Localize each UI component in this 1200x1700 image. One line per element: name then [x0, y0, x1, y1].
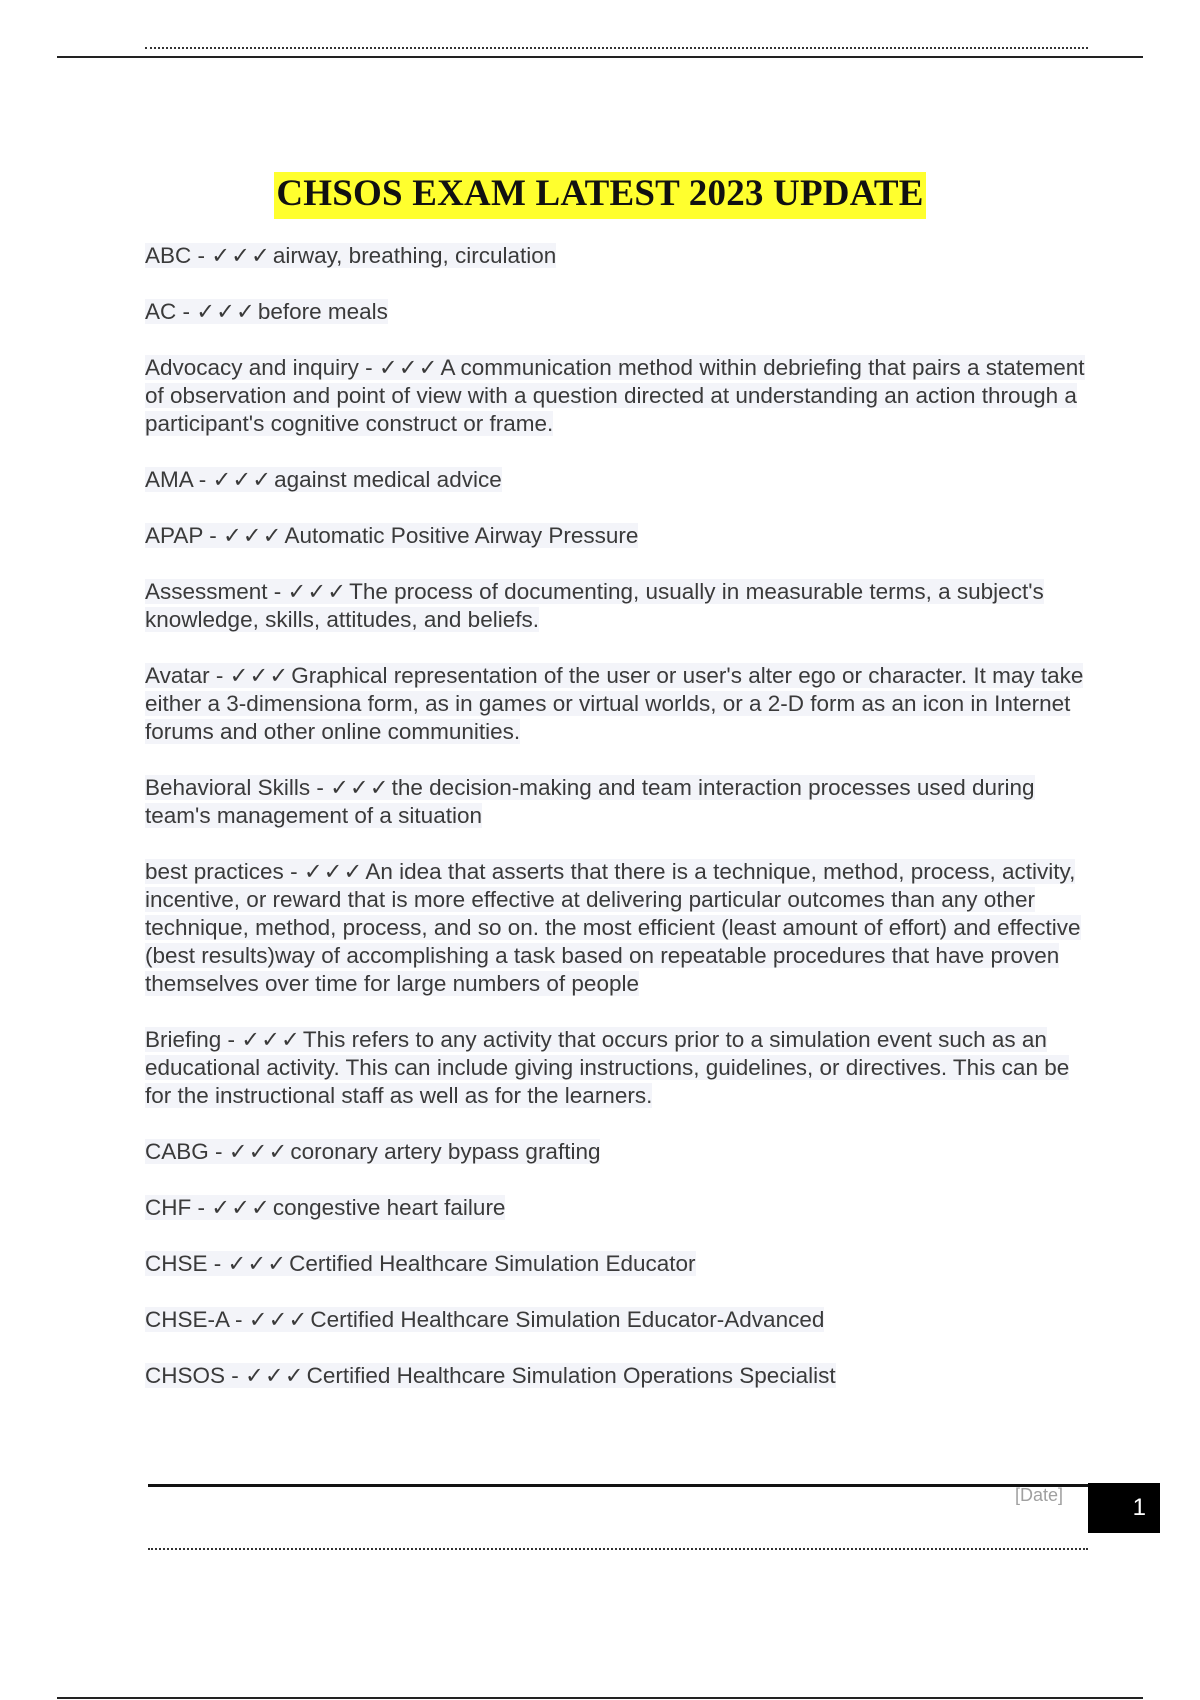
glossary-entry-text: AMA - ✓✓✓against medical advice	[145, 467, 502, 492]
glossary-term: Behavioral Skills	[145, 775, 311, 800]
glossary-term: CHF	[145, 1195, 192, 1220]
glossary-entry	[145, 242, 1100, 270]
glossary-entry	[145, 1026, 1100, 1110]
glossary-term: CABG	[145, 1139, 209, 1164]
glossary-entry	[145, 1250, 1100, 1278]
glossary-entry	[145, 774, 1100, 830]
glossary-definition: An idea that asserts that there is a technique, method, process, activity, incentive, or reward that is more effective at delivering particular outcomes than any other technique, method, process, and so on. the most efficient (least amount of effort) and effective (best results)way of accomplishing a task based on repeatable procedures that have proven themselves over time for large numbers of people	[145, 859, 1081, 996]
page-number: 1	[1132, 1494, 1146, 1521]
glossary-definition: Automatic Positive Airway Pressure	[284, 523, 639, 548]
checkmark-icon: ✓✓✓	[241, 1027, 301, 1052]
footer-dotted-line	[148, 1548, 1088, 1550]
glossary-entry	[145, 1194, 1100, 1222]
glossary-entry	[145, 578, 1100, 634]
document-title: CHSOS EXAM LATEST 2023 UPDATE	[274, 172, 925, 219]
header-rule	[57, 56, 1143, 58]
checkmark-icon: ✓✓✓	[211, 243, 271, 268]
glossary-entry-text: CHSOS - ✓✓✓Certified Healthcare Simulation Operations Specialist	[145, 1363, 836, 1388]
glossary-term: APAP	[145, 523, 203, 548]
checkmark-icon: ✓✓✓	[227, 1251, 288, 1276]
glossary-entry	[145, 662, 1100, 746]
glossary-entry	[145, 522, 1100, 550]
glossary-definition: the decision-making and team interaction processes used during team's management of a situation	[145, 775, 1035, 828]
checkmark-icon: ✓✓✓	[303, 859, 364, 884]
glossary-definition: The process of documenting, usually in measurable terms, a subject's knowledge, skills, attitudes, and beliefs.	[145, 579, 1044, 632]
glossary-definition: Graphical representation of the user or user's alter ego or character. It may take either a 3-dimensiona form, as in games or virtual worlds, or a 2-D form as an icon in Internet forums and other online communities.	[145, 663, 1084, 744]
glossary-term: ABC	[145, 243, 192, 268]
checkmark-icon: ✓✓✓	[222, 523, 283, 548]
glossary-definition: This refers to any activity that occurs prior to a simulation event such as an educational activity. This can include giving instructions, guidelines, or directives. This can be for the instructional staff as well as for the learners.	[145, 1027, 1070, 1108]
glossary-entry-text: Briefing - ✓✓✓This refers to any activity that occurs prior to a simulation event such as an educational activity. This can include giving instructions, guidelines, or directives. This can be for the instructional staff as well as for the learners.	[145, 1027, 1070, 1108]
glossary-term: CHSE	[145, 1251, 208, 1276]
glossary-definition: congestive heart failure	[272, 1195, 506, 1220]
glossary-entry	[145, 354, 1100, 438]
glossary-definition: against medical advice	[274, 467, 502, 492]
page-number-box	[1088, 1483, 1160, 1533]
footer-date: [Date]	[1015, 1485, 1064, 1505]
glossary-term: Briefing	[145, 1027, 222, 1052]
checkmark-icon: ✓✓✓	[211, 1195, 271, 1220]
glossary-entry-text: APAP - ✓✓✓Automatic Positive Airway Pressure	[145, 523, 639, 548]
checkmark-icon: ✓✓✓	[228, 1139, 289, 1164]
glossary-term: CHSE-A	[145, 1307, 229, 1332]
glossary-entry-text: AC - ✓✓✓before meals	[145, 299, 388, 324]
glossary-definition: before meals	[257, 299, 388, 324]
checkmark-icon: ✓✓✓	[287, 579, 348, 604]
glossary-definition: A communication method within debriefing that pairs a statement of observation and point of view with a question directed at understanding an action through a participant's cognitive construct or frame.	[145, 355, 1085, 436]
glossary-entry-text: best practices - ✓✓✓An idea that asserts that there is a technique, method, process, activity, incentive, or reward that is more effective at delivering particular outcomes than any other technique, method, process, and so on. the most efficient (least amount of effort) and effective (best results)way of accomplishing a task based on repeatable procedures that have proven themselves over time for large numbers of people	[145, 859, 1081, 996]
glossary-entry-text: CHF - ✓✓✓congestive heart failure	[145, 1195, 506, 1220]
glossary-entry-text: CHSE-A - ✓✓✓Certified Healthcare Simulation Educator-Advanced	[145, 1307, 825, 1332]
glossary-entry	[145, 298, 1100, 326]
title-container	[0, 172, 1200, 219]
glossary-entry-text: Behavioral Skills - ✓✓✓the decision-making and team interaction processes used during team's management of a situation	[145, 775, 1035, 828]
checkmark-icon: ✓✓✓	[330, 775, 390, 800]
glossary-entry	[145, 466, 1100, 494]
glossary-entry	[145, 1138, 1100, 1166]
glossary-entry	[145, 1306, 1100, 1334]
glossary-term: Avatar	[145, 663, 210, 688]
glossary-entry-text: CHSE - ✓✓✓Certified Healthcare Simulation Educator	[145, 1251, 696, 1276]
glossary-entry-text: Advocacy and inquiry - ✓✓✓A communication method within debriefing that pairs a statement of observation and point of view with a question directed at understanding an action through a participant's cognitive construct or frame.	[145, 355, 1085, 436]
checkmark-icon: ✓✓✓	[212, 467, 273, 492]
glossary-term: AMA	[145, 467, 193, 492]
footer-rule	[148, 1484, 1088, 1487]
glossary-term: AC	[145, 299, 177, 324]
glossary-definition: airway, breathing, circulation	[272, 243, 557, 268]
glossary-entry-text: Avatar - ✓✓✓Graphical representation of the user or user's alter ego or character. It may take either a 3-dimensiona form, as in games or virtual worlds, or a 2-D form as an icon in Internet forums and other online communities.	[145, 663, 1084, 744]
page-bottom-rule	[57, 1697, 1143, 1699]
glossary-term: CHSOS	[145, 1363, 226, 1388]
checkmark-icon: ✓✓✓	[229, 663, 290, 688]
glossary-term: Assessment	[145, 579, 268, 604]
checkmark-icon: ✓✓✓	[378, 355, 439, 380]
glossary-definition: Certified Healthcare Simulation Educator	[289, 1251, 696, 1276]
glossary-entry-text: CABG - ✓✓✓coronary artery bypass grafting	[145, 1139, 601, 1164]
checkmark-icon: ✓✓✓	[248, 1307, 309, 1332]
glossary-entry-text: ABC - ✓✓✓airway, breathing, circulation	[145, 243, 557, 268]
glossary-entry-text: Assessment - ✓✓✓The process of documenting, usually in measurable terms, a subject's knowledge, skills, attitudes, and beliefs.	[145, 579, 1044, 632]
checkmark-icon: ✓✓✓	[245, 1363, 305, 1388]
glossary-definition: Certified Healthcare Simulation Educator-Advanced	[310, 1307, 825, 1332]
glossary-definition: Certified Healthcare Simulation Operations Specialist	[306, 1363, 836, 1388]
glossary-definition: coronary artery bypass grafting	[290, 1139, 601, 1164]
glossary-entry	[145, 1362, 1100, 1390]
glossary-term: best practices	[145, 859, 284, 884]
glossary-entry	[145, 858, 1100, 998]
glossary-list	[145, 242, 1100, 1418]
checkmark-icon: ✓✓✓	[196, 299, 256, 324]
glossary-term: Advocacy and inquiry	[145, 355, 359, 380]
header-dotted-line	[145, 47, 1088, 49]
